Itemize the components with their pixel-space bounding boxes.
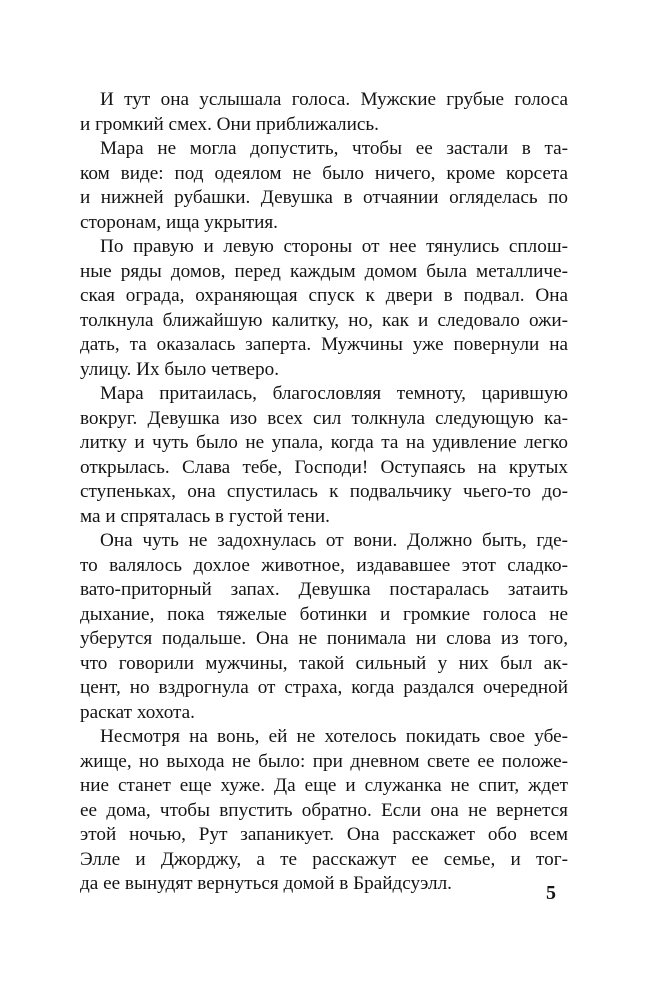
page-number: 5 — [546, 882, 556, 904]
text-line: Элле и Джорджу, а те расскажут ее семье, и тог- — [80, 848, 568, 870]
text-line: дыхание, пока тяжелые ботинки и громкие голоса не — [80, 603, 568, 625]
text-line: уберутся подальше. Она не понимала ни слова из того, — [80, 628, 568, 649]
text-line: ные ряды домов, перед каждым домом была металличе- — [80, 260, 568, 282]
text-line: открылась. Слава тебе, Господи! Оступаясь на крутых — [80, 456, 568, 478]
paragraph — [80, 88, 568, 137]
paragraph — [80, 137, 568, 235]
text-line: ступеньках, она спустилась к подвальчику чьего-то до- — [80, 481, 568, 502]
text-line: да ее вынудят вернуться домой в Брайдсуэлл. — [80, 873, 452, 894]
text-line: и нижней рубашки. Девушка в отчаянии огляделась по — [80, 187, 568, 208]
text-line: Мара притаилась, благословляя темноту, царившую — [100, 383, 568, 404]
text-line: вокруг. Девушка изо всех сил толкнула следующую ка- — [80, 407, 568, 429]
text-line: улицу. Их было четверо. — [80, 358, 279, 380]
text-line: цент, но вздрогнула от страха, когда раздался очередной — [80, 677, 568, 698]
text-line: литку и чуть было не упала, когда та на удивление легко — [80, 432, 568, 453]
text-line: раскат хохота. — [80, 701, 195, 723]
text-line: жище, но выхода не было: при дневном свете ее положе- — [80, 750, 568, 772]
text-line: и громкий смех. Они приближались. — [80, 113, 379, 135]
text-line: вато-приторный запах. Девушка постаралась затаить — [80, 579, 568, 600]
text-line: толкнула ближайшую калитку, но, как и следовало ожи- — [80, 309, 568, 331]
paragraph — [80, 382, 568, 529]
paragraph — [80, 235, 568, 382]
text-line: этой ночью, Рут запаникует. Она расскажет обо всем — [80, 824, 568, 845]
text-line: ее дома, чтобы впустить обратно. Если она не вернется — [80, 799, 568, 821]
paragraph — [80, 529, 568, 725]
body-text — [80, 88, 568, 897]
text-line: ние станет еще хуже. Да еще и служанка не спит, ждет — [80, 775, 568, 796]
text-line: дать, та оказалась заперта. Мужчины уже повернули на — [80, 334, 568, 355]
text-line: И тут она услышала голоса. Мужские грубые голоса — [100, 89, 568, 110]
paragraph — [80, 725, 568, 897]
text-line: По правую и левую стороны от нее тянулись сплош- — [100, 236, 568, 257]
text-line: Она чуть не задохнулась от вони. Должно быть, где- — [100, 530, 568, 551]
text-line: ком виде: под одеялом не было ничего, кроме корсета — [80, 162, 568, 184]
text-line: ма и спряталась в густой тени. — [80, 505, 330, 527]
text-line: Несмотря на вонь, ей не хотелось покидать свое убе- — [100, 726, 568, 747]
text-line: ская ограда, охраняющая спуск к двери в подвал. Она — [80, 285, 568, 306]
text-line: Мара не могла допустить, чтобы ее застали в та- — [100, 138, 568, 159]
text-line: то валялось дохлое животное, издававшее этот сладко- — [80, 554, 568, 576]
text-line: что говорили мужчины, такой сильный у них был ак- — [80, 652, 568, 674]
text-line: сторонам, ища укрытия. — [80, 211, 278, 233]
